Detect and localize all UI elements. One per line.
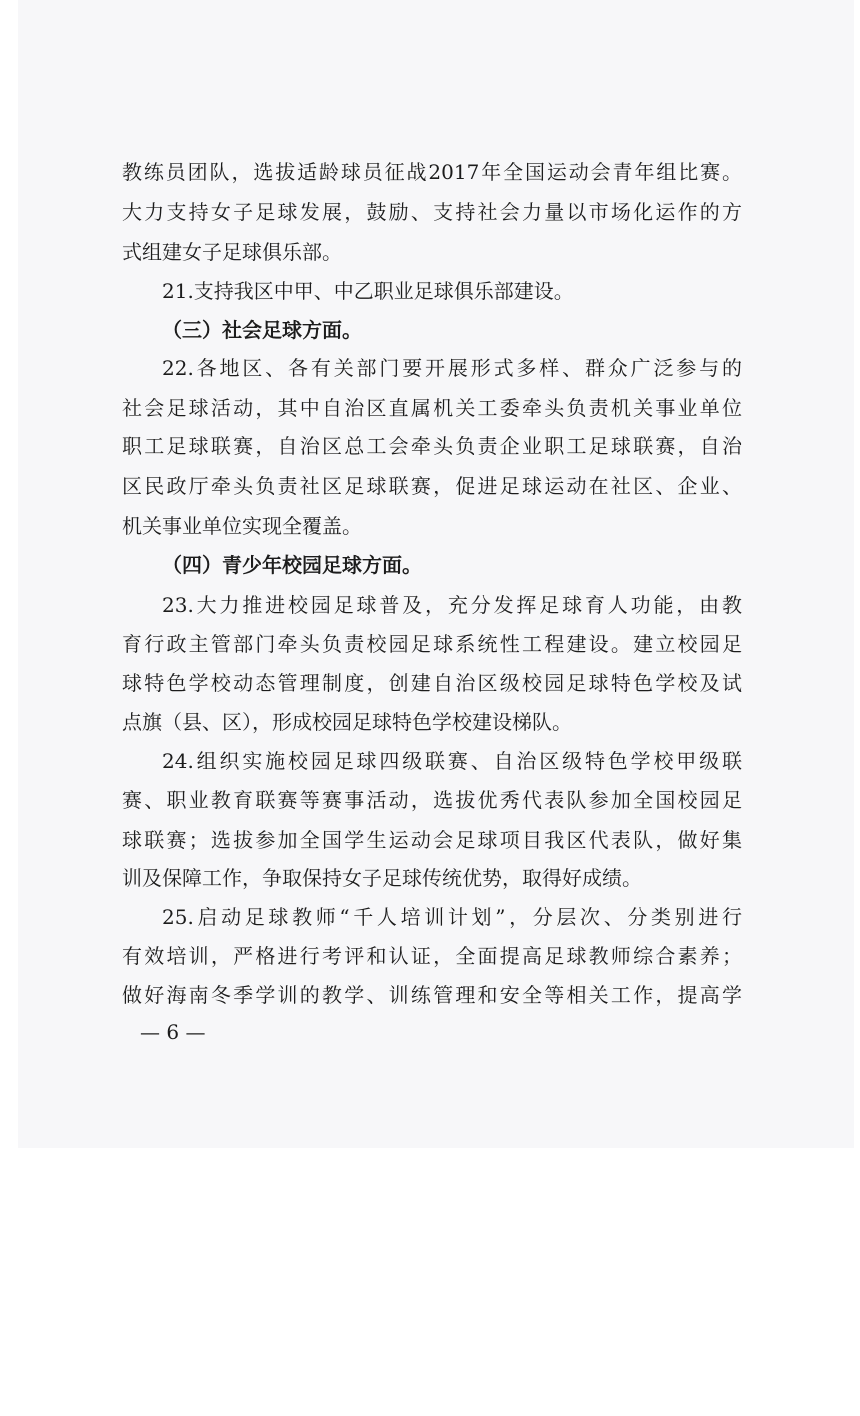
- text-line: 教练员团队，选拔适龄球员征战2017年全国运动会青年组比赛。: [122, 160, 742, 184]
- text-line: 式组建女子足球俱乐部。: [122, 240, 342, 264]
- text-line: 职工足球联赛，自治区总工会牵头负责企业职工足球联赛，自治: [122, 434, 742, 458]
- text-line: 球联赛；选拔参加全国学生运动会足球项目我区代表队，做好集: [122, 828, 742, 852]
- text-line: 育行政主管部门牵头负责校园足球系统性工程建设。建立校园足: [122, 632, 742, 656]
- section-heading-3: （三）社会足球方面。: [162, 318, 362, 342]
- item-21: 21.支持我区中甲、中乙职业足球俱乐部建设。: [162, 279, 574, 303]
- text-line: 训及保障工作，争取保持女子足球传统优势，取得好成绩。: [122, 866, 642, 890]
- text-line: 点旗（县、区），形成校园足球特色学校建设梯队。: [122, 710, 572, 734]
- section-heading-4: （四）青少年校园足球方面。: [162, 553, 422, 577]
- text-line: 做好海南冬季学训的教学、训练管理和安全等相关工作，提高学: [122, 983, 742, 1007]
- text-line: 赛、职业教育联赛等赛事活动，选拔优秀代表队参加全国校园足: [122, 788, 742, 812]
- text-line: 区民政厅牵头负责社区足球联赛，促进足球运动在社区、企业、: [122, 474, 742, 498]
- item-22: 22.各地区、各有关部门要开展形式多样、群众广泛参与的: [162, 356, 742, 380]
- page-number: — 6 —: [140, 1020, 206, 1044]
- text-line: 有效培训，严格进行考评和认证，全面提高足球教师综合素养；: [122, 944, 742, 968]
- item-25: 25.启动足球教师“千人培训计划”，分层次、分类别进行: [162, 905, 742, 929]
- item-23: 23.大力推进校园足球普及，充分发挥足球育人功能，由教: [162, 593, 742, 617]
- text-line: 大力支持女子足球发展，鼓励、支持社会力量以市场化运作的方: [122, 200, 742, 224]
- text-line: 社会足球活动，其中自治区直属机关工委牵头负责机关事业单位: [122, 396, 742, 420]
- text-line: 球特色学校动态管理制度，创建自治区级校园足球特色学校及试: [122, 671, 742, 695]
- text-line: 机关事业单位实现全覆盖。: [122, 514, 362, 538]
- item-24: 24.组织实施校园足球四级联赛、自治区级特色学校甲级联: [162, 749, 742, 773]
